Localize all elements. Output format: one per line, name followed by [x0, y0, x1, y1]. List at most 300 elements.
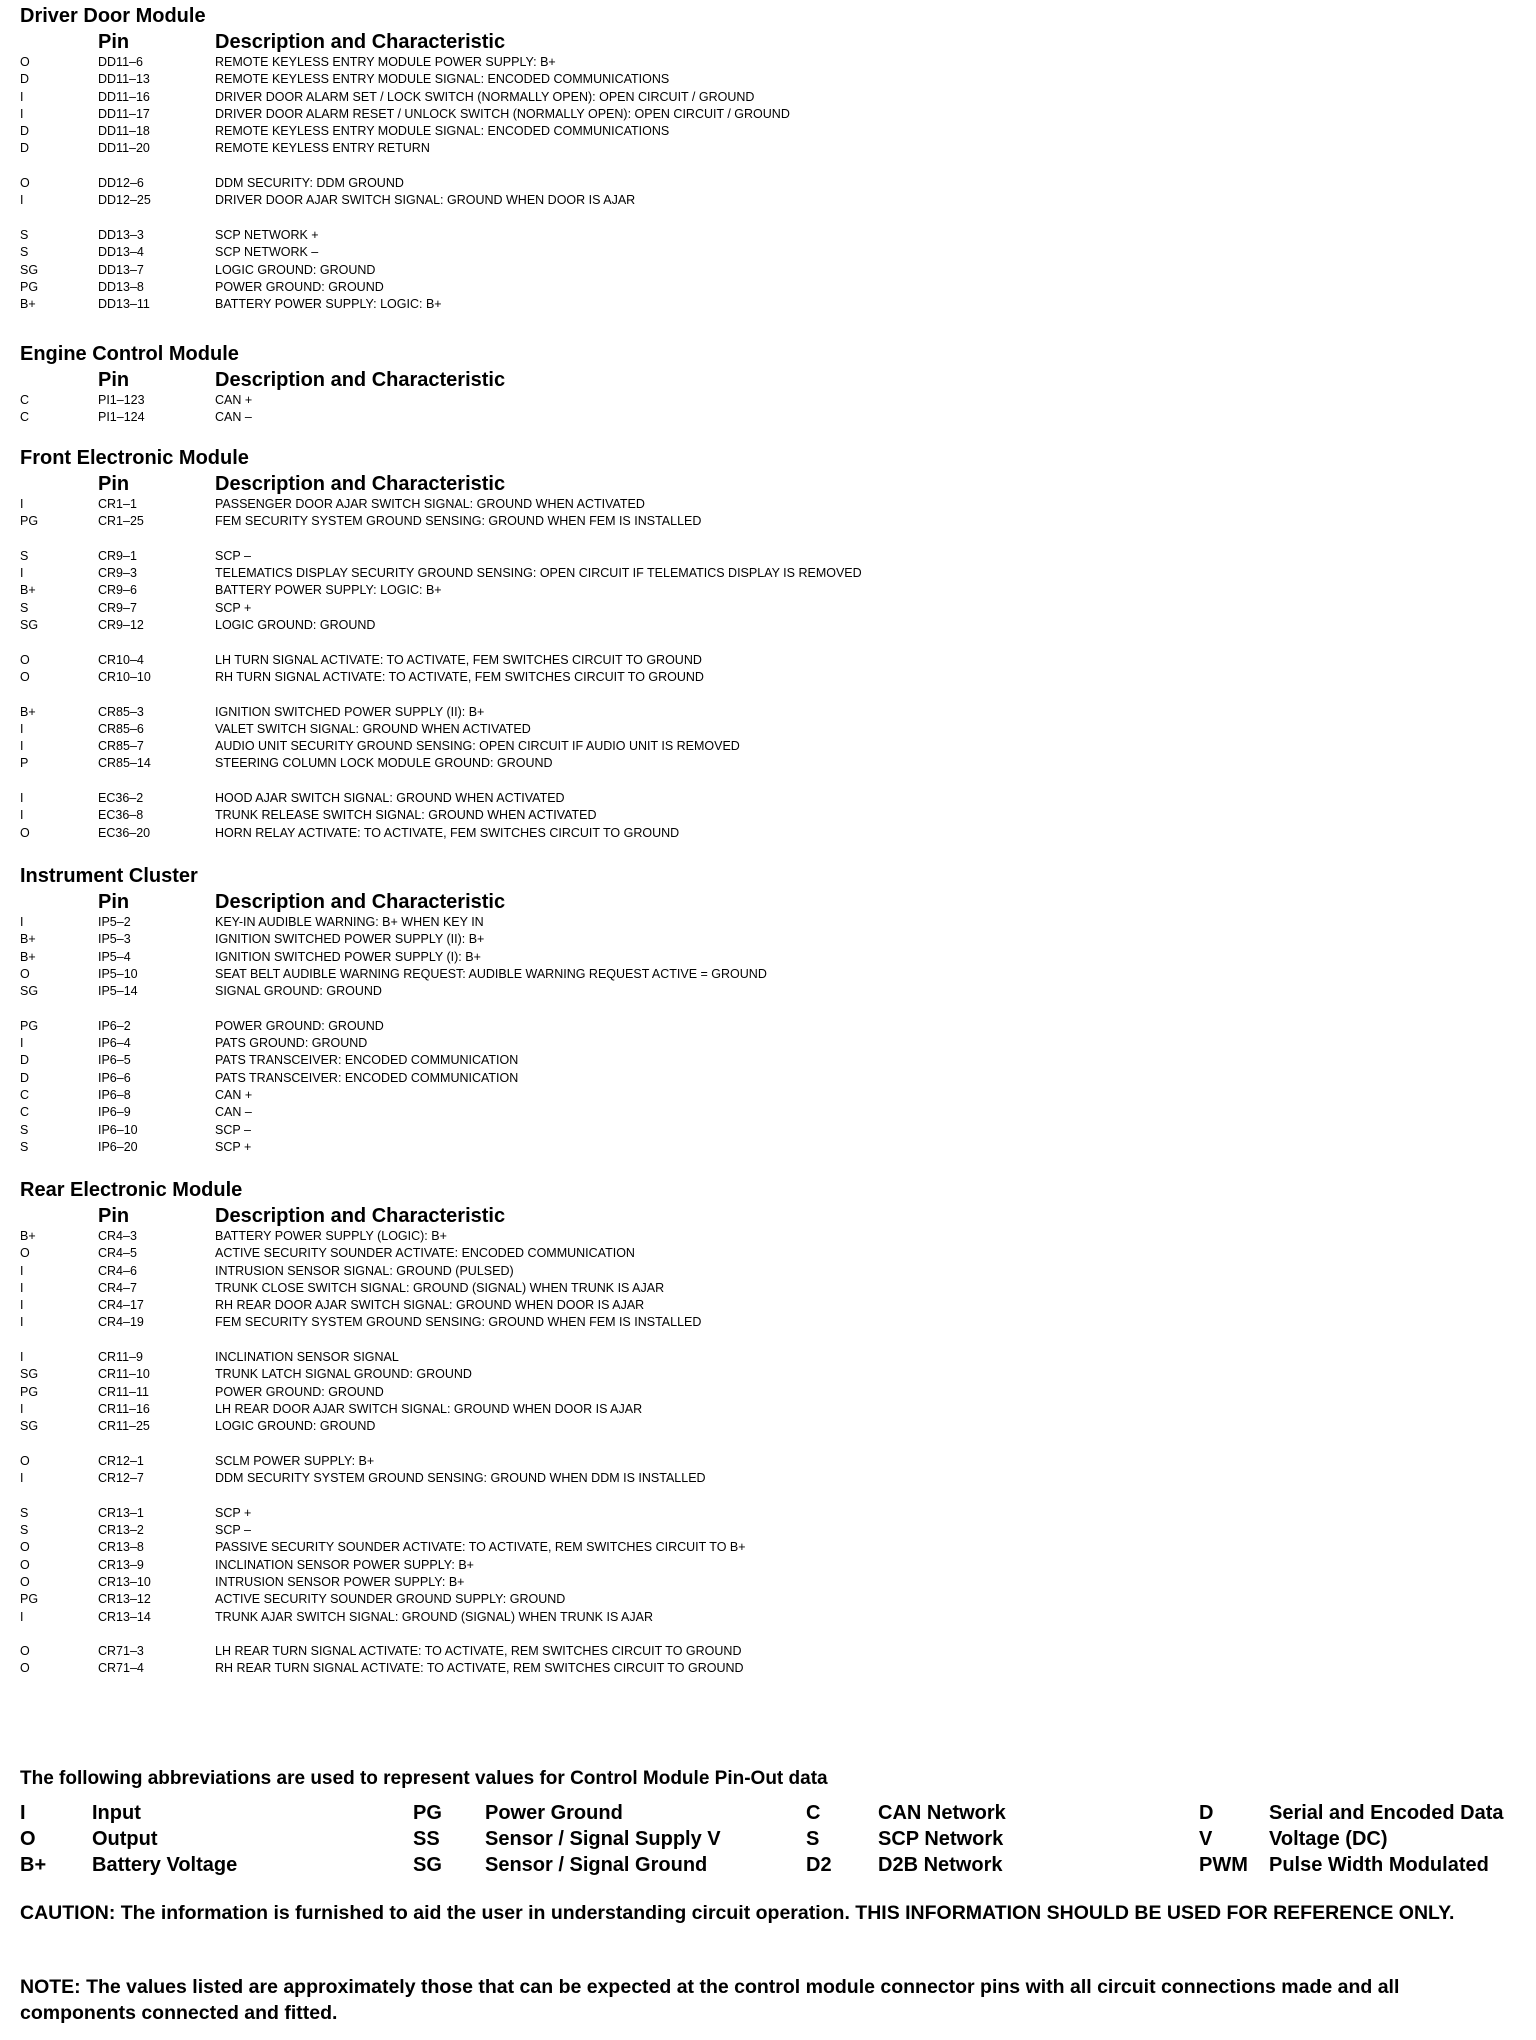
pin-type: S: [20, 1122, 29, 1137]
group-spacer: [20, 634, 1520, 651]
abbreviation-meaning: Input: [92, 1802, 141, 1824]
abbreviation-entry: [1199, 1854, 1519, 1880]
pin-row: [20, 1539, 1520, 1556]
pin-type: I: [20, 915, 24, 929]
pin-id: CR4–3: [98, 1229, 137, 1243]
pin-row: [20, 227, 1520, 244]
pin-description: SCP –: [215, 1122, 251, 1137]
group-spacer: [20, 1487, 1520, 1504]
pin-type: I: [20, 193, 24, 208]
group-spacer: [20, 1436, 1520, 1453]
pin-row: [20, 1401, 1520, 1418]
pin-row: [20, 1087, 1520, 1104]
pin-id: CR13–10: [98, 1574, 151, 1589]
pin-id: DD13–4: [98, 245, 144, 260]
module-section: [20, 864, 1520, 1156]
pin-type: I: [20, 739, 24, 754]
pin-row: [20, 1349, 1520, 1366]
pin-row: [20, 1609, 1520, 1626]
column-header: [20, 28, 1520, 54]
pin-type: B+: [20, 704, 36, 719]
pin-header: Pin: [98, 369, 130, 391]
pin-id: EC36–2: [98, 791, 144, 806]
pin-type: D: [20, 1070, 30, 1085]
pin-type: C: [20, 1105, 30, 1120]
pin-id: IP5–3: [98, 932, 131, 947]
pin-type: S: [20, 1505, 29, 1520]
pin-row: [20, 409, 1520, 426]
pin-id: CR12–1: [98, 1453, 144, 1468]
pin-id: CR4–19: [98, 1315, 144, 1330]
pin-description: DDM SECURITY: DDM GROUND: [215, 176, 404, 191]
abbreviation-entry: [1199, 1828, 1519, 1854]
pin-description: TRUNK LATCH SIGNAL GROUND: GROUND: [215, 1367, 472, 1382]
pin-type: C: [20, 1087, 30, 1102]
pin-id: CR9–6: [98, 583, 137, 598]
pin-id: PI1–123: [98, 393, 145, 407]
pin-type: C: [20, 410, 30, 425]
pin-row: [20, 1280, 1520, 1297]
pin-row: [20, 89, 1520, 106]
pin-id: CR13–2: [98, 1523, 144, 1538]
pin-type: PG: [20, 1018, 39, 1033]
pin-id: CR13–12: [98, 1592, 151, 1607]
pin-row: [20, 1139, 1520, 1156]
pin-description: SEAT BELT AUDIBLE WARNING REQUEST: AUDIBLE WARNING REQUEST ACTIVE = GROUND: [215, 966, 767, 981]
pin-row: [20, 296, 1520, 313]
abbreviation-meaning: Voltage (DC): [1269, 1828, 1388, 1850]
pin-id: CR9–1: [98, 548, 137, 563]
group-spacer: [20, 531, 1520, 548]
pin-description: LOGIC GROUND: GROUND: [215, 262, 376, 277]
pin-row: [20, 914, 1520, 931]
pin-description: POWER GROUND: GROUND: [215, 279, 384, 294]
pin-description: RH REAR TURN SIGNAL ACTIVATE: TO ACTIVATE, REM SWITCHES CIRCUIT TO GROUND: [215, 1661, 744, 1676]
pin-header: Pin: [98, 31, 130, 53]
pin-row: [20, 548, 1520, 565]
pin-type: SG: [20, 618, 39, 633]
pin-id: DD12–25: [98, 193, 151, 208]
pin-id: IP5–4: [98, 949, 131, 964]
group-spacer: [20, 1000, 1520, 1017]
pin-description: DRIVER DOOR AJAR SWITCH SIGNAL: GROUND WHEN DOOR IS AJAR: [215, 193, 636, 208]
abbreviation-code: O: [20, 1828, 36, 1850]
pin-row: [20, 738, 1520, 755]
pin-description: IGNITION SWITCHED POWER SUPPLY (II): B+: [215, 932, 485, 947]
pin-type: I: [20, 1298, 24, 1313]
pin-description: PASSIVE SECURITY SOUNDER ACTIVATE: TO ACTIVATE, REM SWITCHES CIRCUIT TO B+: [215, 1540, 746, 1555]
pin-type: SG: [20, 984, 39, 999]
pin-description: DDM SECURITY SYSTEM GROUND SENSING: GROUND WHEN DDM IS INSTALLED: [215, 1471, 706, 1486]
pin-id: CR11–10: [98, 1367, 150, 1382]
pin-type: B+: [20, 1229, 36, 1243]
pin-description: POWER GROUND: GROUND: [215, 1018, 384, 1033]
pin-type: I: [20, 1471, 24, 1486]
pin-type: S: [20, 227, 29, 242]
pin-row: [20, 1470, 1520, 1487]
pin-type: S: [20, 1139, 29, 1154]
pin-type: S: [20, 548, 29, 563]
pin-row: [20, 1643, 1520, 1660]
pin-id: IP5–14: [98, 984, 138, 999]
abbreviation-code: PG: [413, 1802, 442, 1824]
pin-id: EC36–8: [98, 808, 144, 823]
pin-type: I: [20, 721, 24, 736]
abbreviation-code: D: [1199, 1802, 1214, 1824]
pin-row: [20, 1314, 1520, 1331]
abbreviation-code: B+: [20, 1854, 47, 1876]
pin-type: I: [20, 566, 24, 581]
section-title: Rear Electronic Module: [20, 1179, 243, 1201]
pin-type: C: [20, 393, 30, 407]
pin-description: HORN RELAY ACTIVATE: TO ACTIVATE, FEM SWITCHES CIRCUIT TO GROUND: [215, 825, 680, 840]
pin-type: I: [20, 1036, 24, 1051]
pin-description: FEM SECURITY SYSTEM GROUND SENSING: GROUND WHEN FEM IS INSTALLED: [215, 514, 702, 529]
pin-row: [20, 617, 1520, 634]
pin-description: LH TURN SIGNAL ACTIVATE: TO ACTIVATE, FEM SWITCHES CIRCUIT TO GROUND: [215, 652, 702, 667]
section-title: Engine Control Module: [20, 343, 239, 365]
pin-row: [20, 262, 1520, 279]
pin-id: IP5–2: [98, 915, 131, 929]
abbreviation-code: D2: [806, 1854, 832, 1876]
note-text: NOTE: The values listed are approximately those that can be expected at the control module connector pins with all circuit connections made and all components connected and fitted.: [20, 1976, 1400, 2024]
abbreviation-code: S: [806, 1828, 820, 1850]
pin-row: [20, 123, 1520, 140]
abbreviation-entry: [20, 1854, 413, 1880]
pin-id: IP6–9: [98, 1105, 131, 1120]
pin-id: CR71–4: [98, 1661, 144, 1676]
pin-description: LOGIC GROUND: GROUND: [215, 618, 376, 633]
pin-id: IP6–20: [98, 1139, 138, 1154]
pin-description: BATTERY POWER SUPPLY (LOGIC): B+: [215, 1229, 447, 1243]
pin-id: CR9–12: [98, 618, 144, 633]
pin-row: [20, 71, 1520, 88]
pin-type: O: [20, 1453, 30, 1468]
pin-row: [20, 565, 1520, 582]
pin-row: [20, 1297, 1520, 1314]
description-header: Description and Characteristic: [215, 31, 506, 53]
pin-id: CR1–25: [98, 514, 144, 529]
pin-id: DD11–13: [98, 72, 150, 87]
pin-row: [20, 1418, 1520, 1435]
abbreviation-meaning: Output: [92, 1828, 158, 1850]
pin-row: [20, 192, 1520, 209]
pin-type: D: [20, 72, 30, 87]
column-header: [20, 470, 1520, 496]
pin-row: [20, 392, 1520, 409]
abbreviation-code: I: [20, 1802, 26, 1824]
pin-type: I: [20, 106, 24, 121]
pin-type: I: [20, 1280, 24, 1295]
pin-row: [20, 807, 1520, 824]
pin-id: IP6–5: [98, 1053, 131, 1068]
abbreviation-meaning: Battery Voltage: [92, 1854, 238, 1876]
pin-type: D: [20, 141, 30, 156]
pin-description: REMOTE KEYLESS ENTRY MODULE SIGNAL: ENCODED COMMUNICATIONS: [215, 124, 670, 139]
pin-id: CR9–7: [98, 600, 137, 615]
abbreviation-meaning: SCP Network: [878, 1828, 1004, 1850]
pin-description: FEM SECURITY SYSTEM GROUND SENSING: GROUND WHEN FEM IS INSTALLED: [215, 1315, 702, 1330]
abbreviation-entry: [806, 1854, 1199, 1880]
pin-description: REMOTE KEYLESS ENTRY MODULE SIGNAL: ENCODED COMMUNICATIONS: [215, 72, 670, 87]
pin-row: [20, 140, 1520, 157]
pin-description: INCLINATION SENSOR POWER SUPPLY: B+: [215, 1557, 474, 1572]
pin-description: ACTIVE SECURITY SOUNDER ACTIVATE: ENCODED COMMUNICATION: [215, 1246, 635, 1261]
pin-type: SG: [20, 1419, 39, 1434]
pin-description: SCP +: [215, 1139, 252, 1154]
caution-note: CAUTION: The information is furnished to aid the user in understanding circuit operation. THIS INFORMATION SHOULD BE USED FOR REFERENCE ONLY.: [20, 1902, 1455, 1924]
pin-row: [20, 1052, 1520, 1069]
pin-row: [20, 1522, 1520, 1539]
pin-type: SG: [20, 1367, 39, 1382]
pin-row: [20, 1228, 1520, 1245]
abbreviation-meaning: Serial and Encoded Data: [1269, 1802, 1504, 1824]
pin-description: LH REAR DOOR AJAR SWITCH SIGNAL: GROUND WHEN DOOR IS AJAR: [215, 1401, 643, 1416]
section-title: Instrument Cluster: [20, 865, 198, 887]
abbreviation-row: [20, 1802, 1520, 1828]
pin-id: CR9–3: [98, 566, 137, 581]
pin-description: TRUNK AJAR SWITCH SIGNAL: GROUND (SIGNAL) WHEN TRUNK IS AJAR: [215, 1609, 654, 1624]
pin-id: IP6–2: [98, 1018, 131, 1033]
pin-description: IGNITION SWITCHED POWER SUPPLY (I): B+: [215, 949, 481, 964]
pin-description: VALET SWITCH SIGNAL: GROUND WHEN ACTIVATED: [215, 721, 531, 736]
pin-description: CAN –: [215, 1105, 252, 1120]
abbreviation-meaning: Sensor / Signal Ground: [485, 1854, 708, 1876]
pin-type: S: [20, 245, 29, 260]
pin-row: [20, 513, 1520, 530]
pin-description: SIGNAL GROUND: GROUND: [215, 984, 382, 999]
pin-row: [20, 582, 1520, 599]
pin-type: O: [20, 966, 30, 981]
group-spacer: [20, 210, 1520, 227]
pin-row: [20, 1557, 1520, 1574]
pin-description: INCLINATION SENSOR SIGNAL: [215, 1350, 399, 1365]
pin-row: [20, 1104, 1520, 1121]
pin-id: CR13–9: [98, 1557, 144, 1572]
pin-id: DD13–8: [98, 279, 144, 294]
group-spacer: [20, 686, 1520, 703]
abbreviation-meaning: Power Ground: [485, 1802, 623, 1824]
pin-type: O: [20, 1246, 30, 1261]
pin-description: SCP NETWORK –: [215, 245, 319, 260]
pin-row: [20, 1263, 1520, 1280]
pin-description: BATTERY POWER SUPPLY: LOGIC: B+: [215, 297, 442, 312]
pin-description: AUDIO UNIT SECURITY GROUND SENSING: OPEN CIRCUIT IF AUDIO UNIT IS REMOVED: [215, 739, 740, 754]
pin-row: [20, 1018, 1520, 1035]
abbreviations-intro: The following abbreviations are used to represent values for Control Module Pin-Out data: [20, 1768, 828, 1789]
abbreviation-code: V: [1199, 1828, 1213, 1850]
pin-type: P: [20, 756, 29, 771]
abbreviation-entry: [413, 1854, 806, 1880]
group-spacer: [20, 158, 1520, 175]
pin-id: DD11–16: [98, 89, 150, 104]
group-spacer: [20, 773, 1520, 790]
pin-type: O: [20, 825, 30, 840]
pin-row: [20, 279, 1520, 296]
pin-id: CR1–1: [98, 497, 137, 511]
abbreviation-meaning: Sensor / Signal Supply V: [485, 1828, 721, 1850]
pin-type: B+: [20, 583, 36, 598]
pin-id: DD13–7: [98, 262, 144, 277]
group-spacer: [20, 1332, 1520, 1349]
pin-type: D: [20, 124, 30, 139]
pin-description: LOGIC GROUND: GROUND: [215, 1419, 376, 1434]
abbreviation-entry: [20, 1828, 413, 1854]
pin-id: DD11–17: [98, 106, 150, 121]
abbreviation-entry: [1199, 1802, 1519, 1828]
abbreviation-meaning: D2B Network: [878, 1854, 1003, 1876]
pin-id: CR85–3: [98, 704, 144, 719]
pin-type: I: [20, 1263, 24, 1278]
pin-id: IP5–10: [98, 966, 138, 981]
abbreviations-table: [20, 1802, 1520, 1880]
pin-description: HOOD AJAR SWITCH SIGNAL: GROUND WHEN ACTIVATED: [215, 791, 565, 806]
pin-id: IP6–10: [98, 1122, 138, 1137]
abbreviation-entry: [20, 1802, 413, 1828]
pin-row: [20, 755, 1520, 772]
pin-description: IGNITION SWITCHED POWER SUPPLY (II): B+: [215, 704, 485, 719]
pin-type: O: [20, 1661, 30, 1676]
section-title: Driver Door Module: [20, 5, 206, 27]
pin-description: DRIVER DOOR ALARM SET / LOCK SWITCH (NORMALLY OPEN): OPEN CIRCUIT / GROUND: [215, 89, 755, 104]
abbreviation-code: PWM: [1199, 1854, 1248, 1876]
pin-description: PATS TRANSCEIVER: ENCODED COMMUNICATION: [215, 1070, 519, 1085]
pin-type: O: [20, 55, 30, 69]
pin-id: EC36–20: [98, 825, 151, 840]
section-title: Front Electronic Module: [20, 447, 249, 469]
pin-id: CR71–3: [98, 1644, 144, 1659]
pin-id: IP6–6: [98, 1070, 131, 1085]
pin-row: [20, 1245, 1520, 1262]
pin-id: CR13–14: [98, 1609, 151, 1624]
pin-description: REMOTE KEYLESS ENTRY MODULE POWER SUPPLY: B+: [215, 55, 556, 69]
pin-description: STEERING COLUMN LOCK MODULE GROUND: GROUND: [215, 756, 553, 771]
pin-type: S: [20, 1523, 29, 1538]
abbreviation-entry: [806, 1802, 1199, 1828]
pin-description: BATTERY POWER SUPPLY: LOGIC: B+: [215, 583, 442, 598]
column-header: [20, 888, 1520, 914]
pin-row: [20, 106, 1520, 123]
pin-description: POWER GROUND: GROUND: [215, 1384, 384, 1399]
pin-id: CR4–7: [98, 1280, 137, 1295]
pin-id: CR4–17: [98, 1298, 144, 1313]
pin-id: DD13–3: [98, 227, 144, 242]
pin-description: LH REAR TURN SIGNAL ACTIVATE: TO ACTIVATE, REM SWITCHES CIRCUIT TO GROUND: [215, 1644, 742, 1659]
pin-row: [20, 1660, 1520, 1677]
column-header: [20, 366, 1520, 392]
pin-row: [20, 1070, 1520, 1087]
pin-header: Pin: [98, 473, 130, 495]
group-spacer: [20, 1626, 1520, 1643]
pin-type: I: [20, 1609, 24, 1624]
pin-row: [20, 1384, 1520, 1401]
pin-row: [20, 54, 1520, 71]
pin-row: [20, 825, 1520, 842]
pin-type: PG: [20, 514, 39, 529]
module-section: [20, 342, 1520, 427]
pin-id: CR11–11: [98, 1384, 149, 1399]
pin-description: RH TURN SIGNAL ACTIVATE: TO ACTIVATE, FEM SWITCHES CIRCUIT TO GROUND: [215, 669, 704, 684]
pin-type: B+: [20, 949, 36, 964]
abbreviation-entry: [413, 1828, 806, 1854]
pin-description: ACTIVE SECURITY SOUNDER GROUND SUPPLY: GROUND: [215, 1592, 566, 1607]
pin-row: [20, 496, 1520, 513]
pin-description: DRIVER DOOR ALARM RESET / UNLOCK SWITCH (NORMALLY OPEN): OPEN CIRCUIT / GROUND: [215, 106, 790, 121]
pin-description: TRUNK CLOSE SWITCH SIGNAL: GROUND (SIGNAL) WHEN TRUNK IS AJAR: [215, 1280, 665, 1295]
pin-row: [20, 1591, 1520, 1608]
pin-description: SCLM POWER SUPPLY: B+: [215, 1453, 375, 1468]
pin-type: O: [20, 1574, 30, 1589]
abbreviation-code: C: [806, 1802, 821, 1824]
pin-type: PG: [20, 279, 39, 294]
pin-row: [20, 949, 1520, 966]
abbreviation-row: [20, 1828, 1520, 1854]
pin-row: [20, 652, 1520, 669]
pin-type: I: [20, 497, 24, 511]
pin-id: DD11–18: [98, 124, 150, 139]
pin-row: [20, 931, 1520, 948]
pin-row: [20, 1574, 1520, 1591]
pin-type: PG: [20, 1384, 39, 1399]
pin-row: [20, 244, 1520, 261]
pin-description: REMOTE KEYLESS ENTRY RETURN: [215, 141, 430, 156]
abbreviation-code: SG: [413, 1854, 442, 1876]
abbreviation-entry: [806, 1828, 1199, 1854]
pin-type: B+: [20, 297, 36, 312]
pin-description: PATS TRANSCEIVER: ENCODED COMMUNICATION: [215, 1053, 519, 1068]
pin-row: [20, 1122, 1520, 1139]
pin-type: I: [20, 1401, 24, 1416]
pin-row: [20, 600, 1520, 617]
pin-id: IP6–8: [98, 1087, 131, 1102]
pin-description: CAN +: [215, 1087, 253, 1102]
pin-id: CR10–4: [98, 652, 144, 667]
pin-type: S: [20, 600, 29, 615]
module-section: [20, 1178, 1520, 1678]
description-header: Description and Characteristic: [215, 891, 506, 913]
pin-type: I: [20, 1315, 24, 1330]
abbreviation-row: [20, 1854, 1520, 1880]
pin-description: KEY-IN AUDIBLE WARNING: B+ WHEN KEY IN: [215, 915, 484, 929]
pin-row: [20, 1366, 1520, 1383]
abbreviation-meaning: Pulse Width Modulated: [1269, 1854, 1489, 1876]
pin-row: [20, 966, 1520, 983]
pin-description: SCP +: [215, 1505, 252, 1520]
column-header: [20, 1202, 1520, 1228]
pin-id: IP6–4: [98, 1036, 131, 1051]
pin-row: [20, 983, 1520, 1000]
pin-description: PATS GROUND: GROUND: [215, 1036, 368, 1051]
pin-description: SCP NETWORK +: [215, 227, 319, 242]
pin-description: RH REAR DOOR AJAR SWITCH SIGNAL: GROUND WHEN DOOR IS AJAR: [215, 1298, 645, 1313]
pin-id: DD12–6: [98, 176, 144, 191]
abbreviation-meaning: CAN Network: [878, 1802, 1006, 1824]
pin-id: CR10–10: [98, 669, 151, 684]
pin-id: CR4–5: [98, 1246, 137, 1261]
pin-type: O: [20, 1540, 30, 1555]
pin-row: [20, 175, 1520, 192]
pin-id: CR12–7: [98, 1471, 144, 1486]
description-header: Description and Characteristic: [215, 1205, 506, 1227]
pin-type: O: [20, 1557, 30, 1572]
pin-id: CR11–16: [98, 1401, 150, 1416]
pin-type: O: [20, 176, 30, 191]
pin-description: CAN –: [215, 410, 252, 425]
pin-description: TRUNK RELEASE SWITCH SIGNAL: GROUND WHEN ACTIVATED: [215, 808, 597, 823]
pin-type: O: [20, 652, 30, 667]
pin-row: [20, 1453, 1520, 1470]
pin-description: INTRUSION SENSOR SIGNAL: GROUND (PULSED): [215, 1263, 514, 1278]
